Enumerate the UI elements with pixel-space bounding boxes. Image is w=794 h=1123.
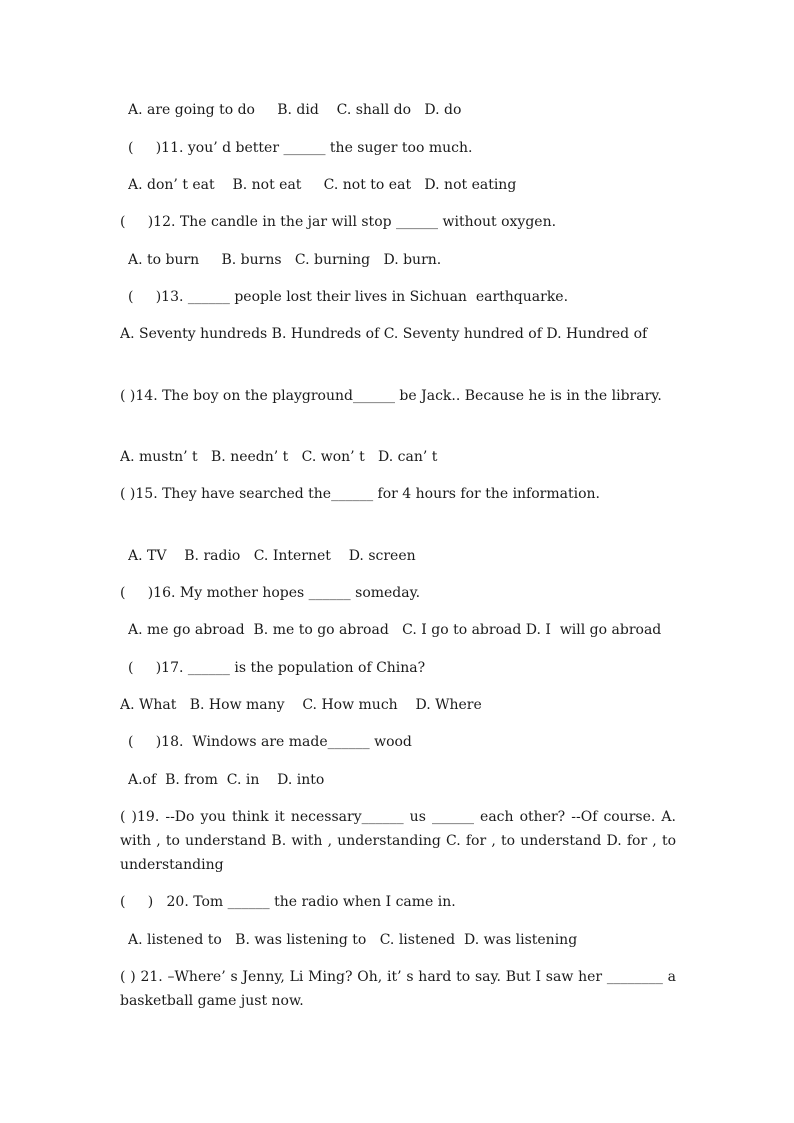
question-12: ( )12. The candle in the jar will stop ______ without oxygen. (120, 214, 557, 230)
answer-options-13: A. Seventy hundreds B. Hundreds of C. Seventy hundred of D. Hundred of (120, 326, 648, 342)
question-17: ( )17. ______ is the population of China? (128, 660, 426, 676)
question-18: ( )18. Windows are made______ wood (128, 734, 412, 750)
answer-options-16: A. me go abroad B. me to go abroad C. I go to abroad D. I will go abroad (128, 622, 662, 638)
answer-options-17: A. What B. How many C. How much D. Where (120, 697, 482, 713)
answer-options-14: A. mustn’ t B. needn’ t C. won’ t D. can’ t (120, 449, 438, 465)
answer-options-10: A. are going to do B. did C. shall do D. do (128, 102, 462, 118)
question-20: ( ) 20. Tom ______ the radio when I came in. (120, 894, 456, 910)
answer-options-20: A. listened to B. was listening to C. listened D. was listening (128, 932, 578, 948)
answer-options-12: A. to burn B. burns C. burning D. burn. (128, 252, 442, 268)
question-21: ( ) 21. –Where’ s Jenny, Li Ming? Oh, it’ s hard to say. But I saw her ________ a basketball game just now. (120, 969, 676, 1009)
question-13: ( )13. ______ people lost their lives in Sichuan earthquarke. (128, 289, 569, 305)
question-19: ( )19. --Do you think it necessary______ us ______ each other? --Of course. A. with , to understand B. with , understanding C. for , to understand D. for , to understanding (120, 809, 676, 873)
answer-options-15: A. TV B. radio C. Internet D. screen (128, 548, 416, 564)
question-11: ( )11. you’ d better ______ the suger too much. (128, 140, 473, 156)
question-15: ( )15. They have searched the______ for 4 hours for the information. (120, 486, 600, 502)
question-16: ( )16. My mother hopes ______ someday. (120, 585, 421, 601)
question-14: ( )14. The boy on the playground______ be Jack.. Because he is in the library. (120, 388, 662, 404)
answer-options-11: A. don’ t eat B. not eat C. not to eat D. not eating (128, 177, 517, 193)
answer-options-18: A.of B. from C. in D. into (128, 772, 325, 788)
